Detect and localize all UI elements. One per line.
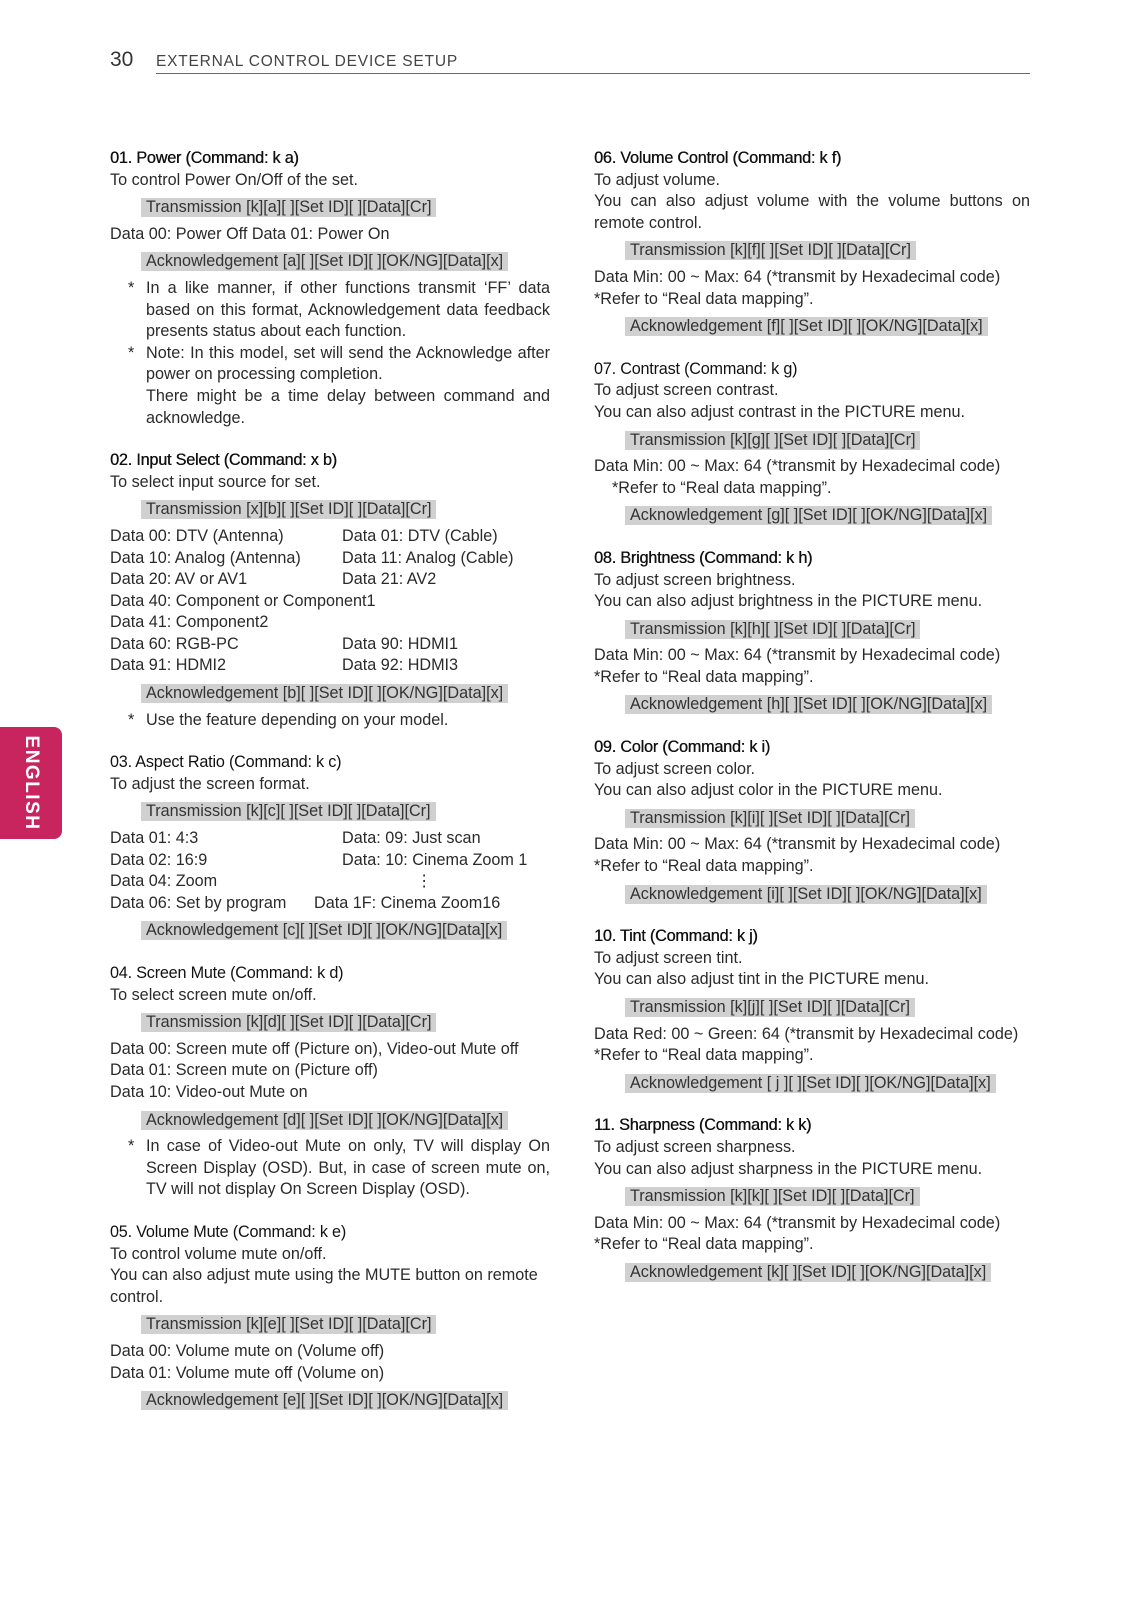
section-description: You can also adjust color in the PICTURE menu. — [594, 781, 943, 800]
right-column — [594, 148, 1030, 1305]
ellipsis-mark: ⋮ — [416, 872, 433, 891]
acknowledgement-format — [625, 1073, 1030, 1095]
transmission-text: Transmission [k][a][ ][Set ID][ ][Data][Cr] — [141, 198, 436, 217]
data-line: Data Red: 00 ~ Green: 64 (*transmit by Hexadecimal code) — [594, 1024, 1019, 1043]
section-description: To adjust screen brightness. — [594, 570, 796, 589]
page-number: 30 — [110, 48, 134, 71]
transmission-text: Transmission [k][d][ ][Set ID][ ][Data][Cr] — [141, 1013, 436, 1032]
section-power — [110, 148, 550, 429]
reference-line: *Refer to “Real data mapping”. — [594, 1046, 814, 1065]
acknowledgement-format — [141, 1110, 550, 1132]
section-title: 09. Color (Command: k i) — [594, 738, 771, 757]
note: * Note: In this model, set will send the Acknowledge after power on processing completion. There might be a time delay between command and acknowledge. — [110, 343, 550, 429]
transmission-format — [625, 808, 1030, 830]
section-title: 02. Input Select (Command: x b) — [110, 451, 337, 470]
reference-line: *Refer to “Real data mapping”. — [594, 289, 814, 308]
transmission-format — [625, 240, 1030, 262]
header-divider — [156, 73, 1030, 74]
data-line: Data 10: Video-out Mute on — [110, 1082, 308, 1101]
section-volume-control — [594, 148, 1030, 338]
data-item: Data 92: HDMI3 — [342, 656, 459, 675]
acknowledgement-text: Acknowledgement [e][ ][Set ID][ ][OK/NG][Data][x] — [141, 1391, 508, 1410]
data-item: Data: 09: Just scan — [342, 829, 481, 848]
data-row — [110, 893, 550, 915]
section-brightness — [594, 548, 1030, 716]
data-row — [110, 548, 550, 570]
data-line: Data 01: Screen mute on (Picture off) — [110, 1061, 378, 1080]
section-description: To adjust volume. — [594, 170, 720, 189]
transmission-text: Transmission [k][k][ ][Set ID][ ][Data][Cr] — [625, 1187, 920, 1206]
data-line: Data Min: 00 ~ Max: 64 (*transmit by Hexadecimal code) — [594, 457, 1001, 476]
section-tint — [594, 926, 1030, 1094]
reference-line: *Refer to “Real data mapping”. — [594, 1235, 814, 1254]
acknowledgement-format — [141, 920, 550, 942]
data-row — [110, 871, 550, 893]
section-title: 08. Brightness (Command: k h) — [594, 548, 813, 567]
section-description: You can also adjust volume with the volume buttons on remote control. — [594, 192, 1030, 232]
section-description: To adjust the screen format. — [110, 774, 310, 793]
data-line: Data Min: 00 ~ Max: 64 (*transmit by Hexadecimal code) — [594, 835, 1001, 854]
section-contrast — [594, 359, 1030, 527]
acknowledgement-text: Acknowledgement [g][ ][Set ID][ ][OK/NG][Data][x] — [625, 506, 992, 525]
data-line: Data Min: 00 ~ Max: 64 (*transmit by Hexadecimal code) — [594, 267, 1001, 286]
reference-line: *Refer to “Real data mapping”. — [612, 478, 832, 497]
section-title: 05. Volume Mute (Command: k e) — [110, 1222, 347, 1241]
section-title: 06. Volume Control (Command: k f) — [594, 149, 842, 167]
acknowledgement-text: Acknowledgement [f][ ][Set ID][ ][OK/NG][Data][x] — [625, 317, 988, 336]
transmission-format — [625, 619, 1030, 641]
section-description: To select screen mute on/off. — [110, 985, 317, 1004]
acknowledgement-format — [141, 683, 550, 705]
section-title: 07. Contrast (Command: k g) — [594, 359, 798, 378]
note-text: Use the feature depending on your model. — [146, 710, 449, 729]
section-description: To adjust screen sharpness. — [594, 1137, 796, 1156]
transmission-text: Transmission [k][f][ ][Set ID][ ][Data][Cr] — [625, 241, 916, 260]
data-line: Data 00: Volume mute on (Volume off) — [110, 1341, 385, 1360]
section-description: To select input source for set. — [110, 472, 321, 491]
section-screen-mute — [110, 963, 550, 1201]
section-title: 04. Screen Mute (Command: k d) — [110, 964, 344, 982]
note: * In a like manner, if other functions transmit ‘FF’ data based on this format, Acknowledgement data feedback presents status about each function. — [110, 278, 550, 343]
data-row — [110, 850, 550, 872]
transmission-text: Transmission [k][e][ ][Set ID][ ][Data][Cr] — [141, 1315, 436, 1334]
section-title: 01. Power (Command: k a) — [110, 149, 299, 167]
section-description: To control Power On/Off of the set. — [110, 170, 359, 189]
left-column — [110, 148, 550, 1433]
data-item: Data 01: 4:3 — [110, 829, 199, 848]
section-title: 10. Tint (Command: k j) — [594, 927, 758, 946]
data-line: Data 01: Volume mute off (Volume on) — [110, 1363, 385, 1382]
transmission-format — [625, 997, 1030, 1019]
data-row — [110, 526, 550, 548]
data-line: Data 00: Power Off Data 01: Power On — [110, 224, 390, 243]
acknowledgement-format — [141, 1390, 550, 1412]
data-item: Data: 10: Cinema Zoom 1 — [342, 850, 528, 869]
page-header — [110, 48, 1030, 76]
data-item: Data 06: Set by program — [110, 893, 287, 912]
reference-line: *Refer to “Real data mapping”. — [594, 857, 814, 876]
acknowledgement-text: Acknowledgement [a][ ][Set ID][ ][OK/NG][Data][x] — [141, 252, 508, 271]
acknowledgement-format — [625, 884, 1030, 906]
acknowledgement-text: Acknowledgement [ j ][ ][Set ID][ ][OK/NG][Data][x] — [625, 1074, 996, 1093]
acknowledgement-format — [141, 251, 550, 273]
note: * In case of Video-out Mute on only, TV will display On Screen Display (OSD). But, in case of screen mute on, TV will not display On Screen Display (OSD). — [110, 1136, 550, 1201]
data-item: Data 01: DTV (Cable) — [342, 526, 498, 545]
transmission-text: Transmission [k][h][ ][Set ID][ ][Data][Cr] — [625, 620, 920, 639]
data-row — [110, 828, 550, 850]
language-tab — [0, 727, 62, 839]
data-row — [110, 655, 550, 677]
acknowledgement-text: Acknowledgement [b][ ][Set ID][ ][OK/NG][Data][x] — [141, 684, 508, 703]
language-tab-label: ENGLISH — [21, 735, 42, 831]
note: * Use the feature depending on your model. — [110, 710, 550, 732]
data-row — [110, 634, 550, 656]
section-sharpness — [594, 1115, 1030, 1283]
section-title: 03. Aspect Ratio (Command: k c) — [110, 753, 342, 772]
data-item: Data 21: AV2 — [342, 570, 437, 589]
transmission-text: Transmission [k][i][ ][Set ID][ ][Data][Cr] — [625, 809, 915, 828]
acknowledgement-format — [625, 1262, 1030, 1284]
note-text: In case of Video-out Mute on only, TV will display On Screen Display (OSD). But, in case of screen mute on, TV will not display On Screen Display (OSD). — [146, 1137, 550, 1199]
reference-line: *Refer to “Real data mapping”. — [594, 667, 814, 686]
section-description: You can also adjust mute using the MUTE button on remote control. — [110, 1266, 538, 1306]
transmission-text: Transmission [k][c][ ][Set ID][ ][Data][Cr] — [141, 802, 436, 821]
data-line: Data 00: Screen mute off (Picture on), Video-out Mute off — [110, 1039, 519, 1058]
acknowledgement-format — [625, 694, 1030, 716]
data-item: Data 60: RGB-PC — [110, 634, 239, 653]
acknowledgement-text: Acknowledgement [i][ ][Set ID][ ][OK/NG][Data][x] — [625, 885, 987, 904]
data-line: Data 40: Component or Component1 — [110, 591, 376, 610]
header-title: EXTERNAL CONTROL DEVICE SETUP — [156, 53, 458, 70]
data-line: Data Min: 00 ~ Max: 64 (*transmit by Hexadecimal code) — [594, 1213, 1001, 1232]
transmission-format — [141, 801, 550, 823]
data-item: Data 20: AV or AV1 — [110, 570, 248, 589]
section-description: To adjust screen tint. — [594, 948, 743, 967]
section-description: To control volume mute on/off. — [110, 1244, 327, 1263]
data-line: Data Min: 00 ~ Max: 64 (*transmit by Hexadecimal code) — [594, 646, 1001, 665]
data-item: Data 90: HDMI1 — [342, 634, 459, 653]
acknowledgement-text: Acknowledgement [h][ ][Set ID][ ][OK/NG][Data][x] — [625, 695, 992, 714]
acknowledgement-text: Acknowledgement [k][ ][Set ID][ ][OK/NG][Data][x] — [625, 1263, 991, 1282]
note-text: In a like manner, if other functions transmit ‘FF’ data based on this format, Acknowledgement data feedback presents status about each function. — [146, 278, 550, 341]
data-item: Data 00: DTV (Antenna) — [110, 526, 284, 545]
data-row — [110, 569, 550, 591]
data-item: Data 11: Analog (Cable) — [342, 548, 514, 567]
section-input-select — [110, 450, 550, 731]
transmission-format — [141, 197, 550, 219]
data-item: Data 1F: Cinema Zoom16 — [314, 893, 501, 912]
data-item: Data 04: Zoom — [110, 872, 218, 891]
transmission-format — [141, 1314, 550, 1336]
section-description: You can also adjust tint in the PICTURE menu. — [594, 970, 930, 989]
data-item: Data 10: Analog (Antenna) — [110, 548, 301, 567]
section-description: You can also adjust sharpness in the PICTURE menu. — [594, 1159, 983, 1178]
section-title: 11. Sharpness (Command: k k) — [594, 1116, 812, 1135]
data-item: Data 02: 16:9 — [110, 850, 208, 869]
section-volume-mute — [110, 1222, 550, 1412]
transmission-text: Transmission [x][b][ ][Set ID][ ][Data][Cr] — [141, 500, 436, 519]
acknowledgement-format — [625, 505, 1030, 527]
transmission-format — [141, 1012, 550, 1034]
acknowledgement-format — [625, 316, 1030, 338]
note-text: There might be a time delay between command and acknowledge. — [146, 386, 550, 427]
section-color — [594, 737, 1030, 905]
transmission-format — [141, 499, 550, 521]
acknowledgement-text: Acknowledgement [d][ ][Set ID][ ][OK/NG][Data][x] — [141, 1111, 508, 1130]
section-description: You can also adjust contrast in the PICTURE menu. — [594, 402, 966, 421]
section-aspect-ratio — [110, 752, 550, 942]
section-description: To adjust screen color. — [594, 759, 756, 778]
data-item: Data 91: HDMI2 — [110, 656, 227, 675]
note-text: Note: In this model, set will send the Acknowledge after power on processing completion. — [146, 343, 550, 384]
transmission-format — [625, 1186, 1030, 1208]
transmission-text: Transmission [k][g][ ][Set ID][ ][Data][Cr] — [625, 431, 920, 450]
acknowledgement-text: Acknowledgement [c][ ][Set ID][ ][OK/NG][Data][x] — [141, 921, 507, 940]
transmission-text: Transmission [k][j][ ][Set ID][ ][Data][Cr] — [625, 998, 915, 1017]
section-description: To adjust screen contrast. — [594, 381, 779, 400]
data-line: Data 41: Component2 — [110, 613, 269, 632]
transmission-format — [625, 430, 1030, 452]
section-description: You can also adjust brightness in the PICTURE menu. — [594, 592, 983, 611]
